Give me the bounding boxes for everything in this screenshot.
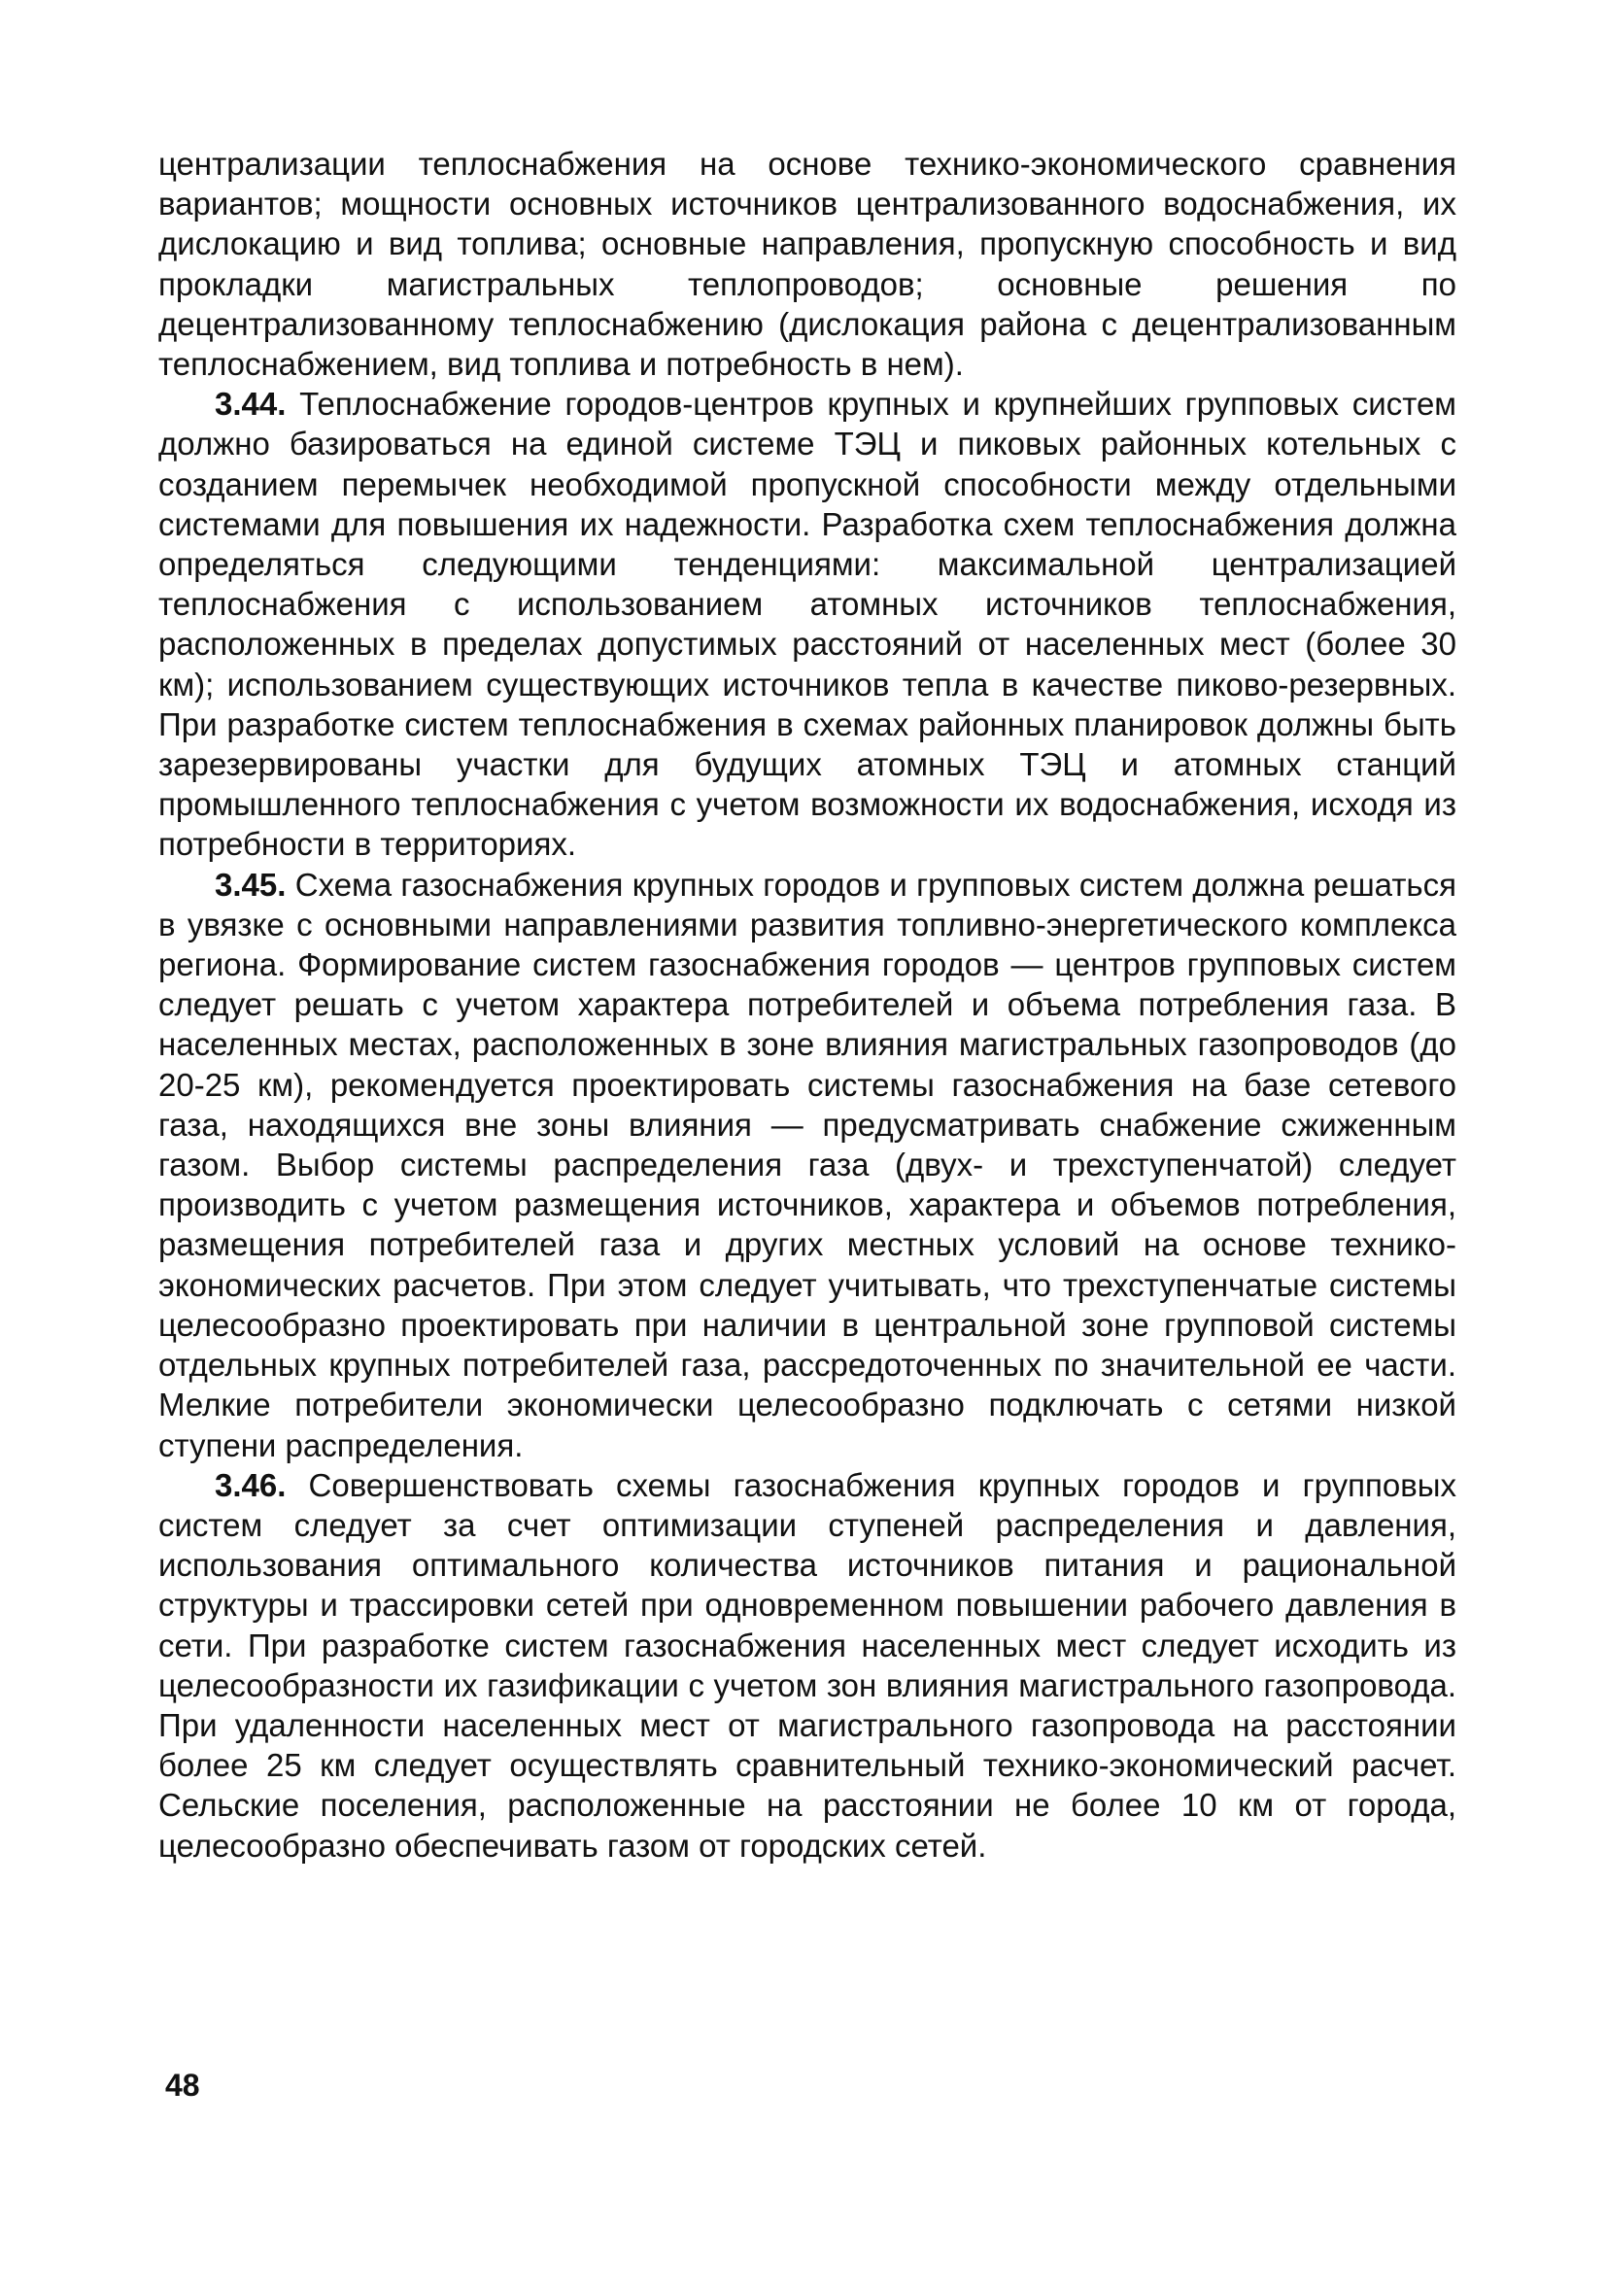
paragraph-text: централизации теплоснабжения на основе технико-экономического сравнения вариантов; мощности основных источников централизованного водоснабжения, их дислокацию и вид топлива; основные направления, пропускную способность и вид прокладки магистральных теплопроводов; основные решения по децентрализованному теплоснабжению (дислокация района с децентрализованным теплоснабжением, вид топлива и потребность в нем). [158, 146, 1456, 383]
clause-number: 3.44. [215, 386, 287, 423]
clause-number: 3.46. [215, 1466, 287, 1503]
paragraph-3-46 [158, 1465, 1456, 1866]
clause-number: 3.45. [215, 866, 287, 903]
paragraph-text: Теплоснабжение городов-центров крупных и крупнейших групповых систем должно базироваться на единой системе ТЭЦ и пиковых районных котельных с созданием перемычек необходимой пропускной способности между отдельными системами для повышения их надежности. Разработка схем теплоснабжения должна определяться следующими тенденциями: максимальной централизацией теплоснабжения с использованием атомных источников теплоснабжения, расположенных в пределах допустимых расстояний от населенных мест (более 30 км); использованием существующих источников тепла в качестве пиково-резервных. При разработке систем теплоснабжения в схемах районных планировок должны быть зарезервированы участки для будущих атомных ТЭЦ и атомных станций промышленного теплоснабжения с учетом возможности их водоснабжения, исходя из потребности в территориях. [158, 386, 1456, 863]
page-number: 48 [165, 2068, 200, 2103]
paragraph-text: Схема газоснабжения крупных городов и групповых систем должна решаться в увязке с основными направлениями развития топливно-энергетического комплекса региона. Формирование систем газоснабжения городов — центров групповых систем следует решать с учетом характера потребителей и объема потребления газа. В населенных местах, расположенных в зоне влияния магистральных газопроводов (до 20-25 км), рекомендуется проектировать системы газоснабжения на базе сетевого газа, находящихся вне зоны влияния — предусматривать снабжение сжиженным газом. Выбор системы распределения газа (двух- и трехступенчатой) следует производить с учетом размещения источников, характера и объемов потребления, размещения потребителей газа и других местных условий на основе технико-экономических расчетов. При этом следует учитывать, что трехступенчатые системы целесообразно проектировать при наличии в центральной зоне групповой системы отдельных крупных потребителей газа, рассредоточенных по значительной ее части. Мелкие потребители экономически целесообразно подключать с сетями низкой ступени распределения. [158, 866, 1456, 1463]
paragraph-3-45 [158, 865, 1456, 1465]
page-body [158, 144, 1456, 1866]
paragraph-3-44 [158, 384, 1456, 864]
paragraph-text: Совершенствовать схемы газоснабжения крупных городов и групповых систем следует за счет оптимизации ступеней распределения и давления, использования оптимального количества источников питания и рациональной структуры и трассировки сетей при одновременном повышении рабочего давления в сети. При разработке систем газоснабжения населенных мест следует исходить из целесообразности их газификации с учетом зон влияния магистрального газопровода. При удаленности населенных мест от магистрального газопровода на расстоянии более 25 км следует осуществлять сравнительный технико-экономический расчет. Сельские поселения, расположенные на расстоянии не более 10 км от города, целесообразно обеспечивать газом от городских сетей. [158, 1466, 1456, 1864]
paragraph-continuation [158, 144, 1456, 384]
